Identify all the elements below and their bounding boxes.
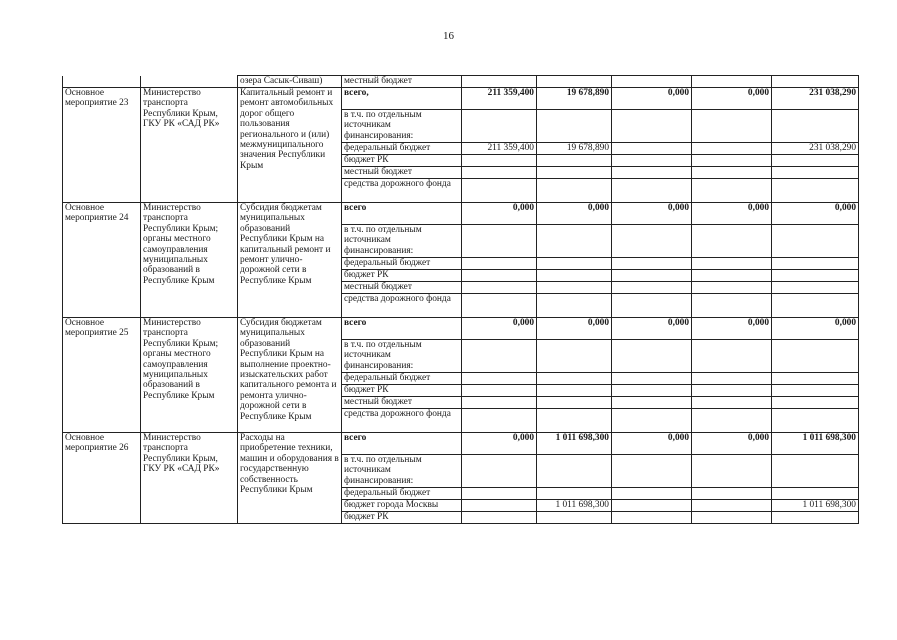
amount-cell xyxy=(772,340,859,373)
amount-cell xyxy=(537,373,612,385)
amount-cell xyxy=(537,455,612,488)
amount-cell xyxy=(462,167,537,179)
event-total-row xyxy=(63,203,859,225)
amount-cell xyxy=(537,385,612,397)
amount-cell xyxy=(692,155,772,167)
amount-cell xyxy=(692,409,772,433)
funding-source-cell: всего xyxy=(342,203,462,225)
funding-source-cell: всего xyxy=(342,433,462,455)
amount-cell xyxy=(537,167,612,179)
event-name-cell: Основное мероприятие 23 xyxy=(63,88,141,203)
amount-cell xyxy=(772,294,859,318)
value-cell xyxy=(612,76,692,88)
funding-source-cell: местный бюджет xyxy=(342,282,462,294)
amount-cell xyxy=(537,155,612,167)
amount-cell xyxy=(537,409,612,433)
amount-cell: 0,000 xyxy=(612,433,692,455)
amount-cell xyxy=(772,488,859,500)
executor-cell: Министерство транспорта Республики Крым, ГКУ РК «САД РК» xyxy=(141,433,238,524)
funding-source-cell: местный бюджет xyxy=(342,167,462,179)
amount-cell xyxy=(692,258,772,270)
description-cell: Капитальный ремонт и ремонт автомобильных дорог общего пользования регионального и (или) межмуниципального значения Республики Крым xyxy=(238,88,342,203)
amount-cell xyxy=(462,294,537,318)
amount-cell xyxy=(537,488,612,500)
funding-source-cell: федеральный бюджет xyxy=(342,258,462,270)
amount-cell xyxy=(462,373,537,385)
funding-source-cell: в т.ч. по отдельным источникам финансирования: xyxy=(342,110,462,143)
amount-cell xyxy=(462,179,537,203)
amount-cell xyxy=(612,340,692,373)
amount-cell xyxy=(772,455,859,488)
funding-source-cell: бюджет РК xyxy=(342,385,462,397)
amount-cell xyxy=(772,373,859,385)
amount-cell xyxy=(612,225,692,258)
amount-cell xyxy=(537,340,612,373)
amount-cell xyxy=(692,397,772,409)
event-name-cell: Основное мероприятие 26 xyxy=(63,433,141,524)
amount-cell xyxy=(692,179,772,203)
executor-cell: Министерство транспорта Республики Крым, ГКУ РК «САД РК» xyxy=(141,88,238,203)
description-cell: озера Сасык-Сиваш) xyxy=(238,76,342,88)
funding-source-cell: средства дорожного фонда xyxy=(342,294,462,318)
amount-cell xyxy=(612,397,692,409)
funding-source-cell: бюджет РК xyxy=(342,270,462,282)
amount-cell xyxy=(772,225,859,258)
amount-cell xyxy=(772,167,859,179)
amount-cell: 0,000 xyxy=(692,203,772,225)
amount-cell xyxy=(612,258,692,270)
amount-cell: 1 011 698,300 xyxy=(537,500,612,512)
funding-source-cell: средства дорожного фонда xyxy=(342,409,462,433)
amount-cell xyxy=(462,455,537,488)
amount-cell xyxy=(612,143,692,155)
amount-cell xyxy=(692,167,772,179)
amount-cell xyxy=(462,385,537,397)
amount-cell xyxy=(772,512,859,524)
amount-cell: 231 038,290 xyxy=(772,143,859,155)
value-cell xyxy=(772,76,859,88)
value-cell xyxy=(537,76,612,88)
amount-cell: 211 359,400 xyxy=(462,88,537,110)
page-number: 16 xyxy=(443,30,454,42)
amount-cell xyxy=(537,294,612,318)
event-name-cell: Основное мероприятие 24 xyxy=(63,203,141,318)
amount-cell xyxy=(612,385,692,397)
amount-cell xyxy=(462,512,537,524)
amount-cell xyxy=(537,397,612,409)
amount-cell xyxy=(537,270,612,282)
amount-cell: 211 359,400 xyxy=(462,143,537,155)
event-cell xyxy=(63,76,141,88)
amount-cell: 0,000 xyxy=(692,88,772,110)
amount-cell xyxy=(462,258,537,270)
amount-cell xyxy=(692,500,772,512)
funding-source-cell: средства дорожного фонда xyxy=(342,179,462,203)
amount-cell: 0,000 xyxy=(462,433,537,455)
amount-cell: 231 038,290 xyxy=(772,88,859,110)
amount-cell xyxy=(692,455,772,488)
amount-cell xyxy=(692,385,772,397)
amount-cell xyxy=(692,488,772,500)
amount-cell xyxy=(612,179,692,203)
amount-cell: 1 011 698,300 xyxy=(772,500,859,512)
funding-source-cell: бюджет города Москвы xyxy=(342,500,462,512)
amount-cell: 1 011 698,300 xyxy=(537,433,612,455)
value-cell xyxy=(692,76,772,88)
amount-cell xyxy=(462,397,537,409)
amount-cell: 19 678,890 xyxy=(537,88,612,110)
event-total-row xyxy=(63,88,859,110)
amount-cell: 0,000 xyxy=(692,318,772,340)
amount-cell xyxy=(462,110,537,143)
amount-cell xyxy=(772,155,859,167)
budget-table xyxy=(62,75,859,524)
funding-source-cell: федеральный бюджет xyxy=(342,143,462,155)
funding-source-cell: местный бюджет xyxy=(342,397,462,409)
amount-cell xyxy=(462,225,537,258)
funding-source-cell: бюджет РК xyxy=(342,512,462,524)
value-cell xyxy=(462,76,537,88)
funding-source-cell: в т.ч. по отдельным источникам финансирования: xyxy=(342,340,462,373)
amount-cell xyxy=(692,294,772,318)
funding-source-cell: бюджет РК xyxy=(342,155,462,167)
source-cell: местный бюджет xyxy=(342,76,462,88)
continuation-row xyxy=(63,76,859,88)
amount-cell xyxy=(612,110,692,143)
executor-cell: Министерство транспорта Республики Крым; органы местного самоуправления муниципальных образований в Республике Крым xyxy=(141,318,238,433)
amount-cell xyxy=(692,512,772,524)
funding-source-cell: федеральный бюджет xyxy=(342,488,462,500)
amount-cell xyxy=(462,270,537,282)
amount-cell xyxy=(612,270,692,282)
amount-cell xyxy=(692,225,772,258)
amount-cell xyxy=(692,143,772,155)
amount-cell xyxy=(772,258,859,270)
amount-cell xyxy=(772,397,859,409)
executor-cell xyxy=(141,76,238,88)
event-total-row xyxy=(63,433,859,455)
amount-cell xyxy=(772,179,859,203)
amount-cell xyxy=(537,179,612,203)
amount-cell xyxy=(612,500,692,512)
amount-cell xyxy=(692,282,772,294)
amount-cell: 1 011 698,300 xyxy=(772,433,859,455)
amount-cell xyxy=(612,488,692,500)
description-cell: Субсидия бюджетам муниципальных образований Республики Крым на капитальный ремонт и ремонт улично-дорожной сети в Республике Крым xyxy=(238,203,342,318)
amount-cell xyxy=(537,110,612,143)
amount-cell xyxy=(462,155,537,167)
amount-cell xyxy=(462,488,537,500)
amount-cell: 19 678,890 xyxy=(537,143,612,155)
amount-cell xyxy=(462,409,537,433)
amount-cell xyxy=(772,282,859,294)
event-total-row xyxy=(63,318,859,340)
amount-cell xyxy=(692,373,772,385)
amount-cell xyxy=(692,340,772,373)
amount-cell xyxy=(537,225,612,258)
description-cell: Субсидия бюджетам муниципальных образований Республики Крым на выполнение проектно-изыскательских работ капитального ремонта и ремонта улично-дорожной сети в Республике Крым xyxy=(238,318,342,433)
amount-cell: 0,000 xyxy=(537,318,612,340)
amount-cell: 0,000 xyxy=(612,88,692,110)
amount-cell xyxy=(537,258,612,270)
funding-source-cell: в т.ч. по отдельным источникам финансирования: xyxy=(342,225,462,258)
funding-source-cell: в т.ч. по отдельным источникам финансирования: xyxy=(342,455,462,488)
amount-cell xyxy=(772,270,859,282)
amount-cell xyxy=(612,294,692,318)
executor-cell: Министерство транспорта Республики Крым; органы местного самоуправления муниципальных образований в Республике Крым xyxy=(141,203,238,318)
amount-cell: 0,000 xyxy=(612,318,692,340)
amount-cell xyxy=(612,409,692,433)
amount-cell xyxy=(537,282,612,294)
amount-cell xyxy=(612,512,692,524)
amount-cell: 0,000 xyxy=(462,318,537,340)
amount-cell xyxy=(772,385,859,397)
amount-cell xyxy=(772,110,859,143)
amount-cell xyxy=(692,270,772,282)
description-cell: Расходы на приобретение техники, машин и оборудования в государственную собственность Республики Крым xyxy=(238,433,342,524)
funding-source-cell: всего, xyxy=(342,88,462,110)
amount-cell xyxy=(772,409,859,433)
amount-cell xyxy=(462,282,537,294)
amount-cell xyxy=(692,110,772,143)
amount-cell xyxy=(612,282,692,294)
amount-cell xyxy=(612,155,692,167)
amount-cell xyxy=(537,512,612,524)
amount-cell: 0,000 xyxy=(692,433,772,455)
amount-cell: 0,000 xyxy=(537,203,612,225)
amount-cell xyxy=(612,373,692,385)
funding-source-cell: всего xyxy=(342,318,462,340)
amount-cell: 0,000 xyxy=(772,318,859,340)
event-name-cell: Основное мероприятие 25 xyxy=(63,318,141,433)
amount-cell: 0,000 xyxy=(612,203,692,225)
amount-cell: 0,000 xyxy=(462,203,537,225)
amount-cell xyxy=(462,340,537,373)
amount-cell xyxy=(612,455,692,488)
amount-cell xyxy=(612,167,692,179)
amount-cell: 0,000 xyxy=(772,203,859,225)
amount-cell xyxy=(462,500,537,512)
funding-source-cell: федеральный бюджет xyxy=(342,373,462,385)
